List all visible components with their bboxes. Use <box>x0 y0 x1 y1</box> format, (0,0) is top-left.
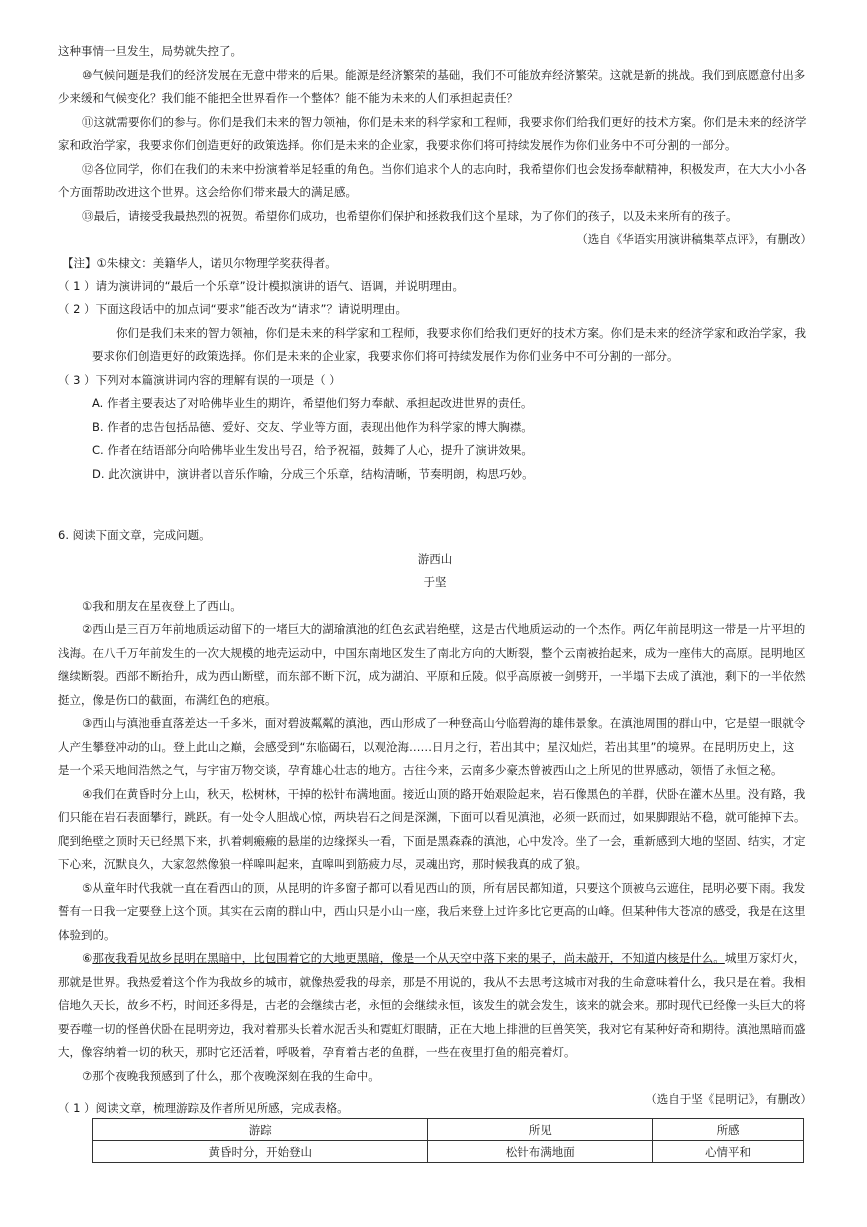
text-line: 大，像容纳着一切的秋天，那时它还活着，呼吸着，孕育着古老的鱼群，一些在夜里打鱼的船亮着灯。 <box>58 1045 576 1059</box>
paragraph-1: ①我和朋友在星夜登上了西山。 <box>82 599 242 613</box>
question-2: （ 2 ）下面这段话中的加点词“要求”能否改为“请求”？请说明理由。 <box>58 302 407 316</box>
table-header-cell: 所感 <box>653 1119 804 1141</box>
quoted-passage: 要求你们创造更好的政策选择。你们是未来的企业家，我要求你们将可持续发展作为你们业务中不可分割的一部分。 <box>92 349 679 363</box>
question-3: （ 3 ）下列对本篇演讲词内容的理解有误的一项是（ ） <box>58 373 341 387</box>
article-author: 于坚 <box>423 575 447 589</box>
table-cell: 松针布满地面 <box>428 1141 653 1163</box>
paragraph-4: ④我们在黄昏时分上山，秋天，松树林，干掉的松针布满地面。接近山顶的路开始艰险起来，岩石像黑色的羊群，伏卧在灌木丛里。没有路，我 <box>82 787 806 801</box>
paragraph-number: ⑥ <box>82 951 93 965</box>
section-heading: 6. 阅读下面文章，完成问题。 <box>58 528 211 542</box>
text-line: 爬到绝壁之顶时天已经黑下来，扒着刺瘢瘢的悬崖的边缘探头一看，下面是黑森森的滇池，心中发冷。坐了一会，重新感到大地的坚固、结实，才定 <box>58 834 806 848</box>
paragraph-3: ③西山与滇池垂直落差达一千多米，面对碧波粼粼的滇池，西山形成了一种登高山兮临碧海的雄伟景象。在滇池周围的群山中，它是望一眼就令 <box>82 716 806 730</box>
text-line: 信地久天长，故乡不朽，时间还多得是，古老的会继续古老，永恒的会继续永恒，该发生的就会发生，该来的就会来。那时现代已经像一头巨大的将 <box>58 998 806 1012</box>
text-span: 城里万家灯火， <box>724 951 806 965</box>
text-line: 浅海。在八千万年前发生的一次大规模的地壳运动中，中国东南地区发生了南北方向的大断裂，整个云南被抬起来，成为一座伟大的高原。昆明地区 <box>58 646 806 660</box>
paragraph-6 <box>58 949 812 967</box>
source-citation: （选自《华语实用演讲稿集萃点评》，有删改） <box>576 232 812 246</box>
text-line: 家和政治学家，我要求你们创造更好的政策选择。你们是未来的企业家，我要求你们将可持续发展作为你们业务中不可分割的一部分。 <box>58 138 737 152</box>
footnote: 【注】①朱棣文：美籍华人，诺贝尔物理学奖获得者。 <box>62 256 337 270</box>
paragraph-5: ⑤从童年时代我就一直在看西山的顶，从昆明的许多窗子都可以看见西山的顶，所有居民都知道，只要这个顶被乌云遮住，昆明必要下雨。我发 <box>82 881 806 895</box>
article-title: 游西山 <box>417 552 453 566</box>
paragraph-11: ⑪这就需要你们的参与。你们是我们未来的智力领袖，你们是未来的科学家和工程师，我要求你们给我们更好的技术方案。你们是未来的经济学 <box>82 115 807 129</box>
text-line: 少来缓和气候变化？我们能不能把全世界看作一个整体？能不能为未来的人们承担起责任？ <box>58 91 518 105</box>
quoted-passage: 你们是我们未来的智力领袖，你们是未来的科学家和工程师，我要求你们给我们更好的技术方案。你们是未来的经济学家和政治学家，我 <box>116 326 806 340</box>
option-a: A. 作者主要表达了对哈佛毕业生的期许，希望他们努力奉献、承担起改进世界的责任。 <box>92 396 533 410</box>
paragraph-12: ⑫各位同学，你们在我们的未来中扮演着举足轻重的角色。当你们追求个人的志向时，我希望你们也会发扬奉献精神，积极发声，在大大小小各 <box>82 162 807 176</box>
question-1: （ 1 ）请为演讲词的“最后一个乐章”设计模拟演讲的语气、语调，并说明理由。 <box>58 279 465 293</box>
option-c: C. 作者在结语部分向哈佛毕业生发出号召，给予祝福，鼓舞了人心，提升了演讲效果。 <box>92 443 533 457</box>
answer-table <box>92 1118 804 1163</box>
paragraph-7: ⑦那个夜晚我预感到了什么，那个夜晚深刻在我的生命中。 <box>82 1069 380 1083</box>
text-line: 要吞噬一切的怪兽伏卧在昆明旁边，我对着那头长着水泥舌头和霓虹灯眼睛，正在大地上排泄的巨兽笑笑，我对它有某种好奇和期待。滇池黑暗而盛 <box>58 1022 806 1036</box>
text-line: 个方面帮助改进这个世界。这会给你们带来最大的满足感。 <box>58 185 357 199</box>
paragraph-2: ②西山是三百万年前地质运动留下的一堵巨大的湖瑜滇池的红色玄武岩绝壁，这是古代地质运动的一个杰作。两亿年前昆明这一带是一片平坦的 <box>82 622 806 636</box>
source-citation: （选自于坚《昆明记》，有删改） <box>645 1092 812 1106</box>
text-line: 挺立，像是伤口的截面，布满红色的疤痕。 <box>58 693 277 707</box>
question-table-prompt: （ 1 ）阅读文章，梳理游踪及作者所见所感，完成表格。 <box>58 1101 349 1115</box>
paragraph-13: ⑬最后，请接受我最热烈的祝贺。希望你们成功，也希望你们保护和拯救我们这个星球，为了你们的孩子，以及未来所有的孩子。 <box>82 209 738 223</box>
text-line: 体验到的。 <box>58 928 116 942</box>
text-line: 们只能在岩石表面攀行，跳跃。有一处令人胆战心惊，两块岩石之间是深渊，下面可以看见滇池，必须一跃而过，如果脚跟站不稳，就可能掉下去。 <box>58 810 806 824</box>
table-header-row <box>93 1119 804 1141</box>
paragraph-10: ⑩气候问题是我们的经济发展在无意中带来的后果。能源是经济繁荣的基础，我们不可能放弃经济繁荣。这就是新的挑战。我们到底愿意付出多 <box>82 68 806 82</box>
text-line: 人产生攀登冲动的山。登上此山之巅，会感受到“东临碣石，以观沧海……日月之行，若出其中；星汉灿烂，若出其里”的境界。在昆明历史上，这 <box>58 740 795 754</box>
text-line: 这种事情一旦发生，局势就失控了。 <box>58 44 242 58</box>
table-cell: 黄昏时分，开始登山 <box>93 1141 428 1163</box>
table-row <box>93 1141 804 1163</box>
text-line: 誓有一日我一定要登上这个顶。其实在云南的群山中，西山只是小山一座，我后来登上过许多比它更高的山峰。但某种伟大苍凉的感受，我是在这里 <box>58 904 806 918</box>
text-line: 那就是世界。我热爱着这个作为我故乡的城市，就像热爱我的母亲，那是不用说的，我从不去思考这城市对我的生命意味着什么，我只是在着。我相 <box>58 975 806 989</box>
table-header-cell: 所见 <box>428 1119 653 1141</box>
table-cell: 心情平和 <box>653 1141 804 1163</box>
table-header-cell: 游踪 <box>93 1119 428 1141</box>
text-line: 下心来，沉默良久，大家忽然像狼一样嗥叫起来，直嗥叫到筋疲力尽，灵魂出窍，那时候我真的成了狼。 <box>58 857 587 871</box>
option-d: D. 此次演讲中，演讲者以音乐作喻，分成三个乐章，结构清晰，节奏明朗，构思巧妙。 <box>92 467 534 481</box>
underlined-sentence: 那夜我看见故乡昆明在黑暗中，比包围着它的大地更黑暗，像是一个从天空中落下来的果子，尚未敲开，不知道内核是什么。 <box>92 951 725 965</box>
option-b: B. 作者的忠告包括品德、爱好、交友、学业等方面，表现出他作为科学家的博大胸襟。 <box>92 420 533 434</box>
text-line: 继续断裂。西部不断抬升，成为西山断壁，而东部不断下沉，成为湖泊、平原和丘陵。似乎高原被一剑劈开，一半塌下去成了滇池，剩下的一半依然 <box>58 669 806 683</box>
text-line: 是一个采天地间浩然之气，与宇宙万物交谈，孕育雄心壮志的地方。古往今来，云南多少豪杰曾被西山之上所见的世界感动，领悟了永恒之秘。 <box>58 763 783 777</box>
